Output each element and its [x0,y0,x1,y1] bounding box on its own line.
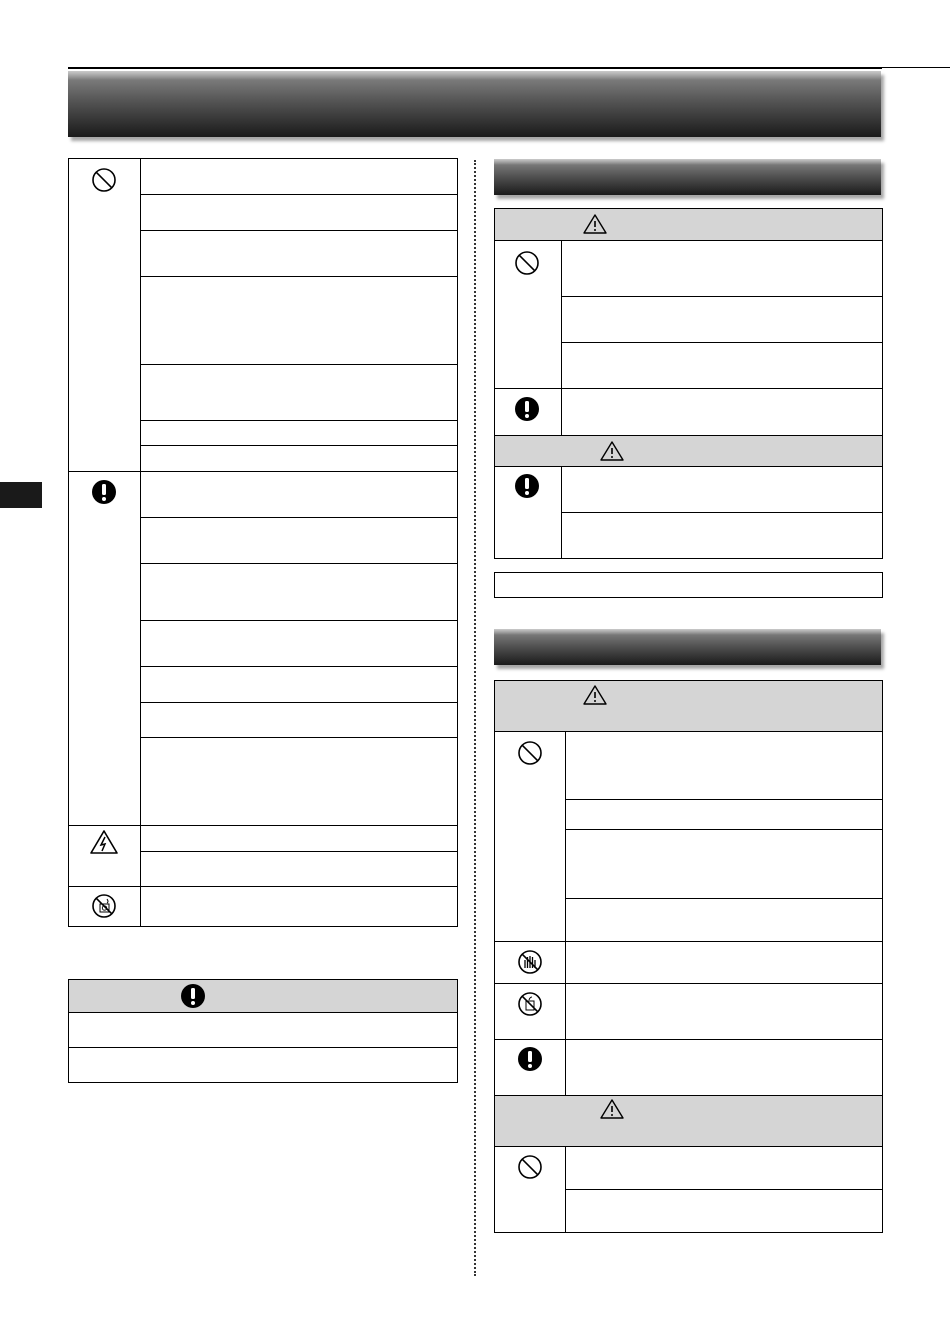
row-separator [140,276,458,277]
row-separator [140,194,458,195]
electric-shock-icon [88,828,120,856]
warning-triangle-icon [581,212,609,236]
icon-column-divider [565,732,566,1095]
icon-column-divider [565,1147,566,1233]
exclamation-icon [179,982,207,1010]
warning-triangle-icon [581,683,609,707]
warning-triangle-icon [598,439,626,463]
group-separator [494,983,883,984]
section-header-bar [494,629,881,665]
row-separator [140,666,458,667]
no-water-icon [90,892,118,920]
row-separator [561,512,883,513]
group-separator [494,388,883,389]
prohibited-icon [513,249,541,277]
row-separator [140,364,458,365]
warning-header-bar [494,680,883,732]
group-separator [494,1039,883,1040]
icon-column-divider [561,241,562,435]
left-table-icon-column-divider [140,158,141,927]
exclamation-icon [513,395,541,423]
row-separator [140,563,458,564]
row-separator [565,898,883,899]
row-separator [140,851,458,852]
row-separator [140,420,458,421]
section-header-bar [494,159,881,195]
chapter-side-tab [0,482,42,508]
row-separator [561,296,883,297]
row-separator [140,230,458,231]
row-separator [565,1189,883,1190]
no-wet-hands-icon [516,948,544,976]
group-separator [68,825,458,826]
prohibited-icon [516,739,544,767]
top-rule-extension [882,67,950,68]
right-warning-table-1 [494,208,883,559]
prohibited-icon [90,166,118,194]
row-separator [140,445,458,446]
row-separator [561,342,883,343]
group-separator [68,886,458,887]
exclamation-icon [90,478,118,506]
left-safety-table [68,158,458,927]
icon-column-divider [561,467,562,559]
top-rule [68,67,882,69]
exclamation-icon [516,1045,544,1073]
row-separator [68,1047,458,1048]
row-separator [565,799,883,800]
warning-header-bar [494,208,883,241]
right-note-box [494,572,883,598]
exclamation-icon [513,472,541,500]
row-separator [565,829,883,830]
warning-triangle-icon [598,1097,626,1121]
row-separator [140,702,458,703]
right-warning-table-2 [494,680,883,1233]
page-header-bar [68,71,881,137]
prohibited-icon [516,1153,544,1181]
row-separator [140,620,458,621]
row-separator [140,737,458,738]
left-note-header [68,979,458,1013]
caution-header-bar [494,435,883,467]
no-fire-icon [516,990,544,1018]
group-separator [68,471,458,472]
row-separator [140,517,458,518]
column-divider [474,160,476,1276]
caution-header-bar [494,1095,883,1147]
group-separator [494,941,883,942]
